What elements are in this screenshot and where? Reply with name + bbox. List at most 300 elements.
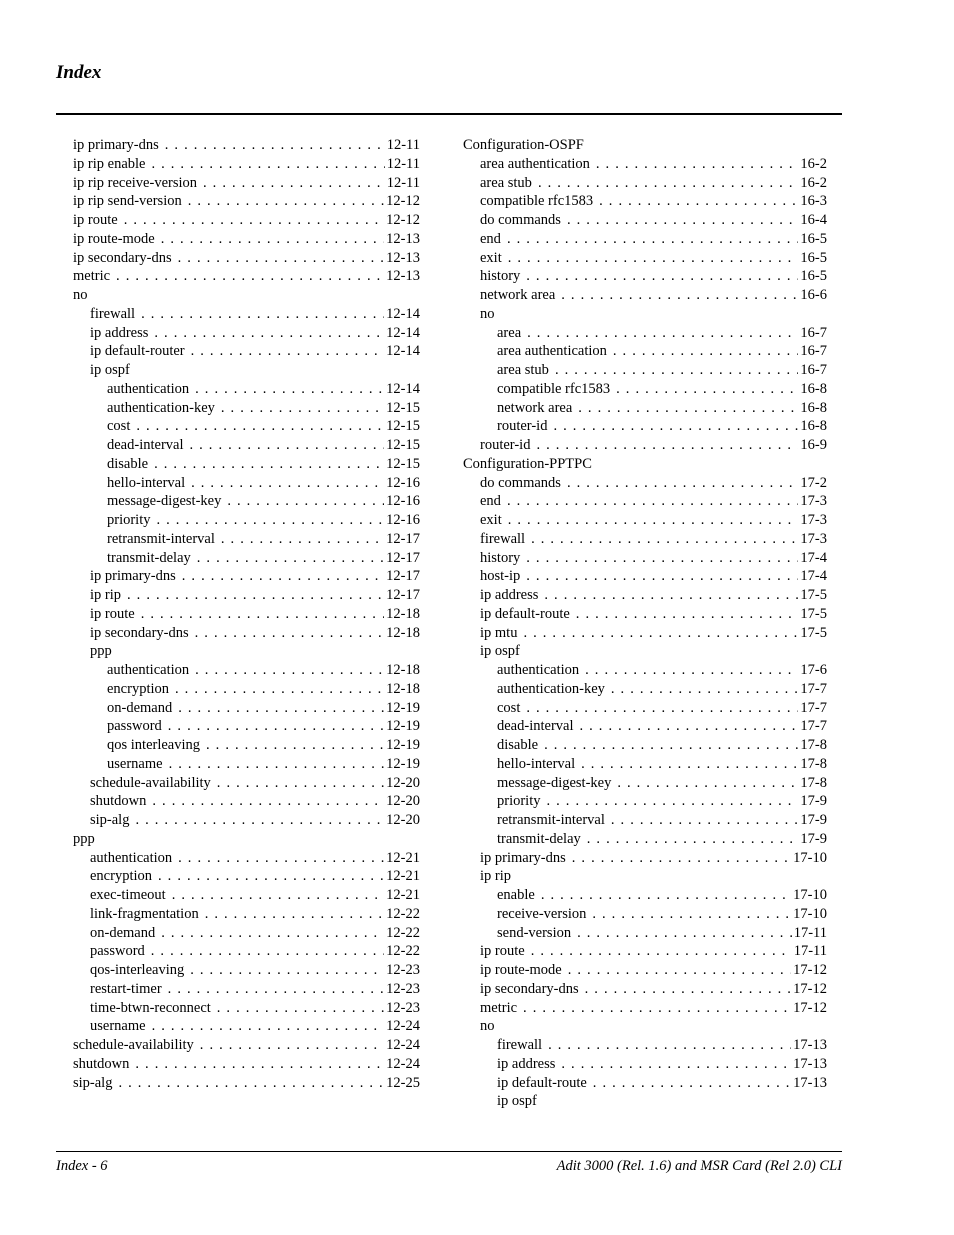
dot-leader — [151, 942, 384, 961]
dot-leader — [561, 1055, 791, 1074]
dot-leader — [536, 436, 798, 455]
dot-leader — [221, 530, 384, 549]
index-entry — [73, 567, 420, 586]
index-term: authentication — [107, 380, 190, 397]
index-entry — [73, 999, 420, 1018]
index-term: firewall — [497, 1037, 543, 1053]
dot-leader — [154, 324, 384, 343]
index-heading — [463, 867, 827, 886]
index-entry — [463, 586, 827, 605]
index-entry — [73, 511, 420, 530]
index-page-ref: 12-20 — [386, 774, 420, 791]
index-page-ref: 12-14 — [386, 343, 420, 360]
index-term: authentication — [90, 849, 173, 866]
index-entry — [73, 886, 420, 905]
index-column-left — [73, 136, 420, 1092]
dot-leader — [508, 511, 799, 530]
index-entry — [73, 342, 420, 361]
index-entry — [463, 549, 827, 568]
index-term: area — [497, 324, 522, 341]
index-term: disable — [497, 737, 539, 753]
dot-leader — [217, 774, 384, 793]
index-term: authentication-key — [497, 680, 605, 697]
index-term: end — [480, 230, 501, 247]
index-page-ref: 12-12 — [386, 212, 420, 228]
index-page-ref: 17-5 — [800, 624, 827, 641]
dot-leader — [596, 155, 799, 174]
dot-leader — [178, 849, 384, 868]
index-heading — [73, 286, 420, 305]
dot-leader — [548, 1036, 791, 1055]
index-page-ref: 12-16 — [386, 493, 420, 510]
index-page-ref: 12-22 — [386, 905, 420, 922]
index-term: ip ospf — [90, 362, 130, 378]
index-entry — [73, 136, 420, 155]
index-term: ip default-route — [480, 605, 570, 622]
index-page-ref: 17-2 — [800, 474, 827, 491]
dot-leader — [205, 905, 384, 924]
index-entry — [463, 680, 827, 699]
dot-leader — [221, 399, 384, 418]
index-page-ref: 17-5 — [800, 605, 827, 622]
index-page-ref: 17-13 — [793, 1074, 827, 1091]
index-heading — [463, 136, 827, 155]
dot-leader — [507, 230, 798, 249]
index-page-ref: 12-16 — [386, 474, 420, 491]
dot-leader — [195, 380, 384, 399]
index-entry — [463, 942, 827, 961]
footer-document-title: Adit 3000 (Rel. 1.6) and MSR Card (Rel 2.0) CLI — [556, 1158, 842, 1174]
dot-leader — [178, 249, 385, 268]
index-term: transmit-delay — [497, 830, 581, 847]
index-entry — [73, 455, 420, 474]
dot-leader — [178, 699, 384, 718]
index-page-ref: 12-23 — [386, 962, 420, 978]
dot-leader — [188, 192, 384, 211]
index-term: history — [480, 268, 521, 285]
index-page-ref: 12-24 — [386, 1037, 420, 1053]
index-entry — [463, 230, 827, 249]
index-entry — [463, 999, 827, 1018]
index-entry — [463, 267, 827, 286]
index-page-ref: 12-24 — [386, 1018, 420, 1035]
dot-leader — [191, 342, 385, 361]
index-entry — [463, 511, 827, 530]
dot-leader — [191, 474, 384, 493]
index-term: priority — [107, 512, 151, 528]
dot-leader — [593, 1074, 791, 1093]
dot-leader — [154, 455, 384, 474]
dot-leader — [158, 867, 384, 886]
dot-leader — [169, 755, 385, 774]
index-entry — [73, 192, 420, 211]
index-term: ip default-route — [497, 1074, 587, 1091]
index-entry — [463, 811, 827, 830]
index-term: hello-interval — [107, 474, 186, 491]
index-term: ip secondary-dns — [90, 624, 189, 641]
index-entry — [73, 717, 420, 736]
dot-leader — [531, 942, 792, 961]
dot-leader — [577, 924, 792, 943]
index-page-ref: 12-19 — [386, 718, 420, 735]
index-term: ip rip receive-version — [73, 174, 198, 191]
index-page-ref: 16-8 — [800, 418, 827, 435]
index-term: metric — [480, 999, 518, 1016]
index-entry — [73, 624, 420, 643]
dot-leader — [613, 342, 799, 361]
index-term: area authentication — [497, 343, 607, 360]
index-page-ref: 17-4 — [800, 549, 827, 566]
index-page-ref: 17-5 — [800, 587, 827, 603]
index-term: host-ip — [480, 568, 521, 585]
index-entry — [73, 155, 420, 174]
index-term: end — [480, 493, 501, 510]
index-page-ref: 17-7 — [800, 680, 827, 697]
dot-leader — [206, 736, 384, 755]
index-term: ip rip send-version — [73, 193, 182, 210]
index-entry — [463, 436, 827, 455]
index-entry — [463, 1036, 827, 1055]
index-term: ip rip enable — [73, 155, 146, 172]
index-page-ref: 17-12 — [793, 980, 827, 997]
index-entry — [463, 886, 827, 905]
index-entry — [73, 324, 420, 343]
index-page-ref: 16-3 — [800, 193, 827, 210]
index-term: retransmit-interval — [107, 530, 215, 547]
index-page-ref: 16-7 — [800, 362, 827, 378]
index-entry — [73, 924, 420, 943]
index-term: qos-interleaving — [90, 962, 185, 978]
index-term: ip secondary-dns — [73, 249, 172, 266]
index-page-ref: 16-8 — [800, 399, 827, 416]
footer-rule — [56, 1151, 842, 1152]
dot-leader — [200, 1036, 384, 1055]
dot-leader — [165, 136, 385, 155]
dot-leader — [611, 680, 799, 699]
index-page-ref: 12-19 — [386, 699, 420, 716]
index-page-ref: 17-13 — [793, 1055, 827, 1072]
index-term: compatible rfc1583 — [497, 380, 611, 397]
index-heading — [463, 642, 827, 661]
index-term: area stub — [480, 174, 532, 191]
dot-leader — [136, 417, 384, 436]
index-entry — [73, 586, 420, 605]
index-page-ref: 17-9 — [800, 830, 827, 847]
dot-leader — [561, 286, 798, 305]
index-term: username — [107, 755, 163, 772]
index-entry — [73, 211, 420, 230]
index-term: restart-timer — [90, 980, 162, 997]
dot-leader — [151, 155, 384, 174]
index-page-ref: 12-20 — [386, 812, 420, 828]
index-page-ref: 16-2 — [800, 174, 827, 191]
index-term: authentication — [107, 662, 190, 678]
dot-leader — [611, 811, 799, 830]
dot-leader — [118, 1074, 384, 1093]
index-entry — [73, 174, 420, 193]
index-term: schedule-availability — [90, 774, 211, 791]
dot-leader — [175, 680, 384, 699]
index-page-ref: 12-21 — [386, 887, 420, 903]
index-entry — [73, 774, 420, 793]
dot-leader — [567, 474, 798, 493]
index-term: hello-interval — [497, 755, 576, 772]
index-entry — [73, 436, 420, 455]
dot-leader — [161, 230, 384, 249]
index-entry — [73, 905, 420, 924]
index-entry — [463, 624, 827, 643]
index-term: no — [73, 287, 88, 303]
index-term: network area — [497, 399, 573, 416]
index-page-ref: 12-13 — [386, 230, 420, 247]
index-entry — [73, 380, 420, 399]
index-term: ip mtu — [480, 624, 518, 641]
index-entry — [463, 736, 827, 755]
index-page-ref: 17-8 — [800, 755, 827, 772]
dot-leader — [581, 755, 798, 774]
index-term: ip rip — [90, 587, 122, 603]
index-term: sip-alg — [73, 1074, 113, 1091]
index-term: encryption — [90, 868, 153, 885]
dot-leader — [580, 717, 799, 736]
index-term: ip primary-dns — [480, 849, 566, 866]
index-page-ref: 17-10 — [793, 849, 827, 866]
index-entry — [73, 492, 420, 511]
index-term: area stub — [497, 362, 549, 378]
index-term: cost — [107, 418, 131, 435]
dot-leader — [587, 830, 799, 849]
index-entry — [73, 530, 420, 549]
dot-leader — [592, 905, 791, 924]
index-term: exit — [480, 249, 502, 266]
index-page-ref: 12-11 — [386, 174, 420, 191]
index-entry — [463, 699, 827, 718]
index-entry — [463, 361, 827, 380]
index-entry — [463, 905, 827, 924]
dot-leader — [152, 1017, 385, 1036]
dot-leader — [135, 1055, 384, 1074]
index-term: encryption — [107, 680, 170, 697]
index-page-ref: 16-5 — [800, 230, 827, 247]
index-page-ref: 16-9 — [800, 437, 827, 453]
index-page-ref: 12-22 — [386, 924, 420, 941]
index-term: no — [480, 305, 495, 322]
index-term: do commands — [480, 212, 561, 228]
dot-leader — [526, 699, 798, 718]
index-term: on-demand — [107, 699, 173, 716]
index-term: no — [480, 1018, 495, 1035]
index-term: ppp — [73, 830, 95, 847]
index-page-ref: 17-7 — [800, 718, 827, 735]
header-rule — [56, 113, 842, 115]
index-page-ref: 17-12 — [793, 999, 827, 1016]
index-entry — [463, 192, 827, 211]
index-entry — [463, 155, 827, 174]
index-term: ip secondary-dns — [480, 980, 579, 997]
index-page-ref: 16-2 — [800, 155, 827, 172]
index-page-ref: 12-11 — [386, 155, 420, 172]
index-entry — [73, 755, 420, 774]
index-page-ref: 16-7 — [800, 343, 827, 360]
index-entry — [73, 305, 420, 324]
index-entry — [463, 849, 827, 868]
index-term: ip address — [480, 587, 539, 603]
dot-leader — [555, 361, 798, 380]
index-page-ref: 12-21 — [386, 868, 420, 885]
index-page-ref: 17-12 — [793, 962, 827, 978]
page-header-title: Index — [56, 62, 102, 83]
index-page-ref: 12-22 — [386, 943, 420, 960]
index-term: ip default-router — [90, 343, 185, 360]
index-page-ref: 17-9 — [800, 793, 827, 810]
index-page-ref: 17-11 — [793, 943, 827, 960]
index-page-ref: 12-14 — [386, 305, 420, 322]
index-entry — [463, 830, 827, 849]
index-page-ref: 12-17 — [386, 568, 420, 585]
index-heading — [463, 305, 827, 324]
index-page-ref: 12-21 — [386, 849, 420, 866]
index-term: dead-interval — [107, 437, 184, 453]
index-term: retransmit-interval — [497, 812, 605, 828]
index-term: authentication-key — [107, 399, 215, 416]
index-term: qos interleaving — [107, 737, 201, 753]
index-page-ref: 12-25 — [386, 1074, 420, 1091]
index-page-ref: 17-8 — [800, 737, 827, 753]
dot-leader — [578, 399, 798, 418]
index-page-ref: 12-18 — [386, 605, 420, 622]
index-term: transmit-delay — [107, 549, 191, 566]
dot-leader — [217, 999, 384, 1018]
index-entry — [463, 1055, 827, 1074]
dot-leader — [572, 849, 791, 868]
index-term: area authentication — [480, 155, 590, 172]
index-term: sip-alg — [90, 812, 130, 828]
index-page-ref: 12-15 — [386, 455, 420, 472]
index-page-ref: 12-13 — [386, 268, 420, 285]
index-entry — [463, 1074, 827, 1093]
index-term: ppp — [90, 643, 112, 660]
index-page-ref: 17-13 — [793, 1037, 827, 1053]
index-page-ref: 17-3 — [800, 530, 827, 547]
index-entry — [73, 230, 420, 249]
index-page-ref: 12-15 — [386, 437, 420, 453]
index-page-ref: 16-8 — [800, 380, 827, 397]
dot-leader — [141, 305, 384, 324]
index-page-ref: 12-15 — [386, 399, 420, 416]
index-term: send-version — [497, 924, 572, 941]
dot-leader — [161, 924, 384, 943]
index-entry — [463, 211, 827, 230]
dot-leader — [544, 586, 798, 605]
index-entry — [463, 399, 827, 418]
index-page-ref: 12-24 — [386, 1055, 420, 1072]
index-page-ref: 16-7 — [800, 324, 827, 341]
index-entry — [463, 980, 827, 999]
index-term: ip address — [90, 324, 149, 341]
index-entry — [463, 605, 827, 624]
index-page-ref: 12-14 — [386, 324, 420, 341]
index-entry — [463, 174, 827, 193]
index-entry — [463, 567, 827, 586]
index-entry — [73, 680, 420, 699]
index-page-ref: 12-18 — [386, 624, 420, 641]
dot-leader — [526, 567, 798, 586]
index-entry — [463, 924, 827, 943]
index-term: schedule-availability — [73, 1037, 194, 1053]
dot-leader — [141, 605, 384, 624]
index-entry — [73, 1036, 420, 1055]
index-page-ref: 17-10 — [793, 887, 827, 903]
index-term: exit — [480, 512, 502, 528]
index-entry — [73, 736, 420, 755]
index-page-ref: 12-19 — [386, 737, 420, 753]
index-heading — [73, 361, 420, 380]
index-term: Configuration-OSPF — [463, 137, 584, 153]
dot-leader — [531, 530, 798, 549]
index-term: password — [107, 718, 162, 735]
index-term: router-id — [480, 437, 531, 453]
index-page-ref: 16-5 — [800, 249, 827, 266]
index-page-ref: 16-5 — [800, 268, 827, 285]
index-page-ref: 17-7 — [800, 699, 827, 716]
index-term: on-demand — [90, 924, 156, 941]
index-page-ref: 17-9 — [800, 812, 827, 828]
index-page-ref: 12-18 — [386, 680, 420, 697]
index-page-ref: 17-10 — [793, 905, 827, 922]
index-term: ip route — [73, 212, 118, 228]
index-page-ref: 12-19 — [386, 755, 420, 772]
index-page-ref: 12-16 — [386, 512, 420, 528]
index-page-ref: 12-23 — [386, 980, 420, 997]
index-page-ref: 17-6 — [800, 662, 827, 678]
index-entry — [463, 249, 827, 268]
index-entry — [463, 417, 827, 436]
index-entry — [73, 699, 420, 718]
dot-leader — [523, 624, 798, 643]
index-entry — [463, 286, 827, 305]
index-page-ref: 17-11 — [793, 924, 827, 941]
index-page-ref: 12-11 — [386, 137, 420, 153]
dot-leader — [507, 492, 798, 511]
index-page-ref: 12-14 — [386, 380, 420, 397]
index-entry — [463, 661, 827, 680]
dot-leader — [553, 417, 798, 436]
index-heading — [463, 455, 827, 474]
index-entry — [73, 792, 420, 811]
dot-leader — [190, 961, 384, 980]
index-term: ip ospf — [480, 643, 520, 660]
index-term: do commands — [480, 474, 561, 491]
index-term: ip ospf — [497, 1093, 537, 1110]
dot-leader — [526, 267, 798, 286]
index-entry — [73, 980, 420, 999]
index-page-ref: 12-15 — [386, 418, 420, 435]
index-term: disable — [107, 455, 149, 472]
index-page-ref: 12-20 — [386, 793, 420, 810]
dot-leader — [182, 567, 384, 586]
index-page-ref: 17-8 — [800, 774, 827, 791]
dot-leader — [538, 174, 798, 193]
dot-leader — [124, 211, 384, 230]
index-entry — [73, 267, 420, 286]
dot-leader — [547, 792, 799, 811]
dot-leader — [197, 549, 384, 568]
dot-leader — [617, 774, 798, 793]
index-heading — [463, 1017, 827, 1036]
index-entry — [73, 605, 420, 624]
index-term: exec-timeout — [90, 887, 166, 903]
index-page-ref: 17-3 — [800, 512, 827, 528]
